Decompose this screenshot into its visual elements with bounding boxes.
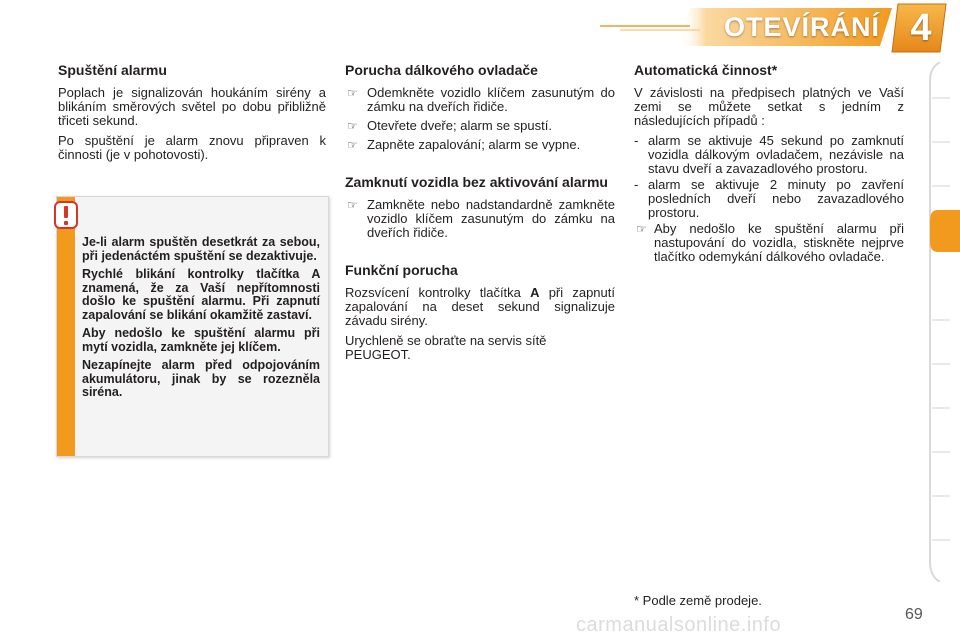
section-heading-alarm-triggering: Spuštění alarmu xyxy=(58,62,167,78)
section-heading-lock-without-alarm: Zamknutí vozidla bez aktivování alarmu xyxy=(345,174,608,190)
warning-accent-bar xyxy=(57,197,75,456)
dash-marker: - xyxy=(634,177,639,192)
warning-paragraph: Je-li alarm spuštěn desetkrát za sebou, při jedenáctém spuštění se dezaktivuje. xyxy=(82,235,320,263)
paragraph-prefix: Rozsvícení kontrolky tlačítka xyxy=(345,285,521,300)
column-left xyxy=(58,62,326,168)
paragraph-rest: při zapnutí zapalování na deset sekund signalizuje závadu sirény. xyxy=(345,285,615,328)
hand-pointing-icon: ☞ xyxy=(347,86,358,100)
watermark: carmanualsonline.info xyxy=(576,614,782,636)
page-number: 69 xyxy=(905,606,923,623)
section-heading-malfunction: Funkční porucha xyxy=(345,262,458,278)
list-item xyxy=(634,134,904,176)
dash-marker: - xyxy=(634,133,639,148)
warning-paragraph: Aby nedošlo ke spuštění alarmu při mytí vozidla, zamkněte jej klíčem. xyxy=(82,326,320,354)
warning-text-prefix: Rychlé blikání kontrolky tlačítka xyxy=(82,267,300,281)
warning-paragraph xyxy=(82,268,320,322)
list-item xyxy=(634,222,904,264)
list-item xyxy=(345,198,615,240)
warning-paragraph: Nezapínejte alarm před odpojováním akumulátoru, jinak by se rozezněla siréna. xyxy=(82,358,320,399)
list-item-text: Zapněte zapalování; alarm se vypne. xyxy=(367,137,581,152)
warning-text-rest: znamená, že za Vaší nepřítomnosti došlo ke spuštění alarmu. Při zapnutí zapalování se blikání okamžitě zastaví. xyxy=(82,280,320,322)
list-item-text: alarm se aktivuje 2 minuty po zavření posledních dveří nebo zavazadlového prostoru. xyxy=(648,177,904,220)
list-item xyxy=(345,138,615,152)
chapter-tabs xyxy=(926,62,960,582)
paragraph: Urychleně se obraťte na servis sítě PEUGEOT. xyxy=(345,333,547,362)
list-item-text: Otevřete dveře; alarm se spustí. xyxy=(367,118,552,133)
hand-pointing-icon: ☞ xyxy=(347,198,358,212)
hand-pointing-icon: ☞ xyxy=(347,138,358,152)
column-middle xyxy=(345,62,615,368)
paragraph: Po spuštění je alarm znovu připraven k činnosti (je v pohotovosti). xyxy=(58,133,326,162)
paragraph: V závislosti na předpisech platných ve Vaší zemi se můžete setkat s jedním z následujících případů : xyxy=(634,85,904,128)
hand-pointing-icon: ☞ xyxy=(636,222,647,236)
paragraph xyxy=(345,286,615,328)
list-item-text: Zamkněte nebo nadstandardně zamkněte vozidlo klíčem zasunutým do zámku na dveřích řidiče. xyxy=(367,197,615,240)
hand-pointing-icon: ☞ xyxy=(347,119,358,133)
list-item-text: alarm se aktivuje 45 sekund po zamknutí vozidla dálkovým ovladačem, nezávisle na stavu dveří a zavazadlového prostoru. xyxy=(648,133,904,176)
exclamation-warning-icon xyxy=(54,201,78,229)
chapter-title: OTEVÍRÁNÍ xyxy=(723,12,880,42)
section-heading-remote-failure: Porucha dálkového ovladače xyxy=(345,62,538,78)
column-right xyxy=(634,62,904,266)
key-label-a: A xyxy=(311,267,320,281)
paragraph: Poplach je signalizován houkáním sirény a blikáním směrových světel po dobu přibližně třiceti sekund. xyxy=(58,85,326,128)
chapter-number: 4 xyxy=(910,7,932,49)
list-item-text: Odemkněte vozidlo klíčem zasunutým do zámku na dveřích řidiče. xyxy=(367,85,615,114)
list-item xyxy=(345,86,615,114)
warning-text xyxy=(82,236,320,405)
section-heading-automatic-operation: Automatická činnost* xyxy=(634,62,778,78)
list-item xyxy=(634,178,904,220)
list-item-text: Aby nedošlo ke spuštění alarmu při nastupování do vozidla, stiskněte nejprve tlačítko odemykání dálkového ovladače. xyxy=(654,221,904,264)
footnote: * Podle země prodeje. xyxy=(634,593,762,608)
list-item xyxy=(345,119,615,133)
key-label-a: A xyxy=(530,285,540,300)
